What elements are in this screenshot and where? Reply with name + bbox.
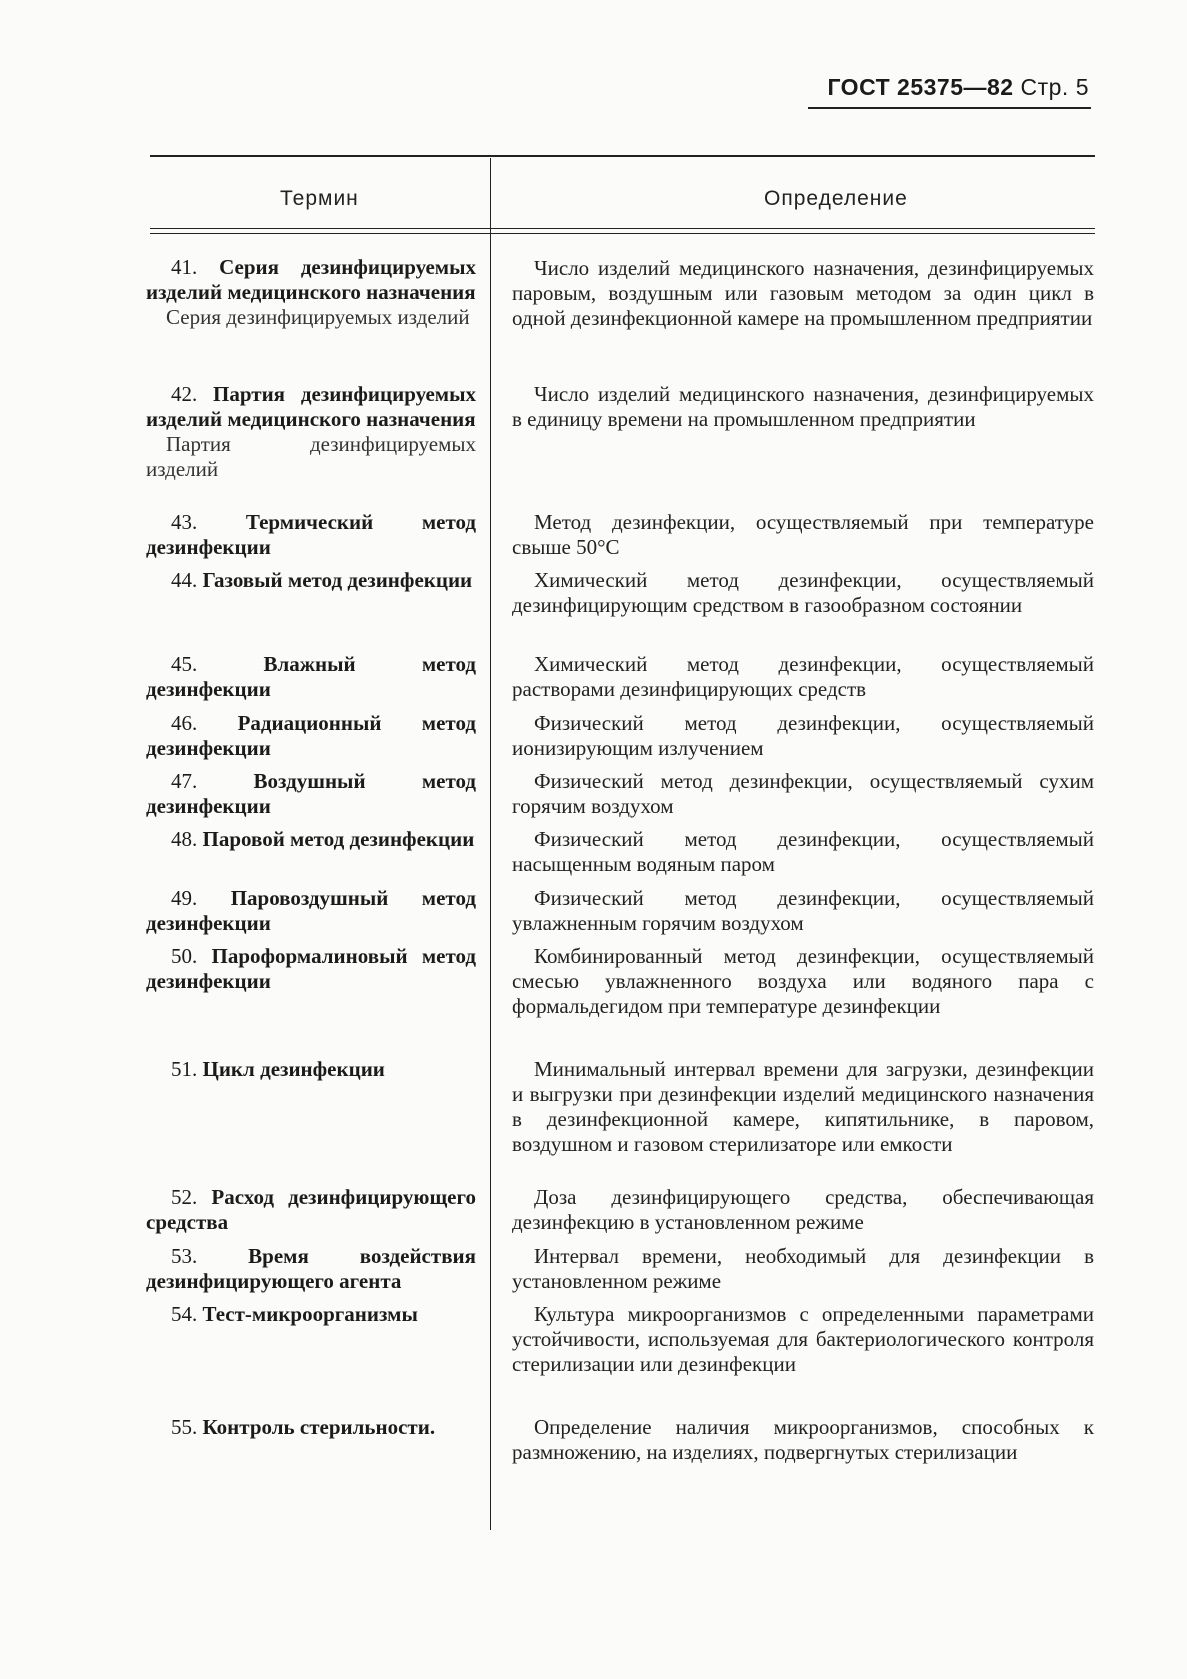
term-cell: 55. Контроль стерильности. [171,1415,436,1439]
term-name: Радиационный метод дезинфекции [146,711,476,760]
term-name: Влажный метод дезинфекции [146,652,477,701]
definition-cell: Физический метод дезинфекции, осуществляемый насыщенным водяным паром [512,827,1094,876]
definition-cell: Число изделий медицинского назначения, дезинфицируемых в единицу времени на промышленном предприятии [512,382,1094,431]
column-header-definition: Определение [764,187,908,210]
term-cell: 41. Серия дезинфицируемых изделий медицинского назначения Серия дезинфицируемых изделий [146,255,477,329]
definition-cell: Метод дезинфекции, осуществляемый при температуре свыше 50°С [512,510,1094,559]
definition-cell: Физический метод дезинфекции, осуществляемый сухим горячим воздухом [512,769,1094,818]
header-rule [808,107,1091,109]
column-header-term: Термин [280,187,359,210]
term-name: Пароформалиновый метод дезинфекции [146,944,476,993]
column-divider [490,158,491,1530]
term-short-form: Серия дезинфицируемых изделий [166,305,470,329]
definition-cell: Минимальный интервал времени для загрузки, дезинфекции и выгрузки при дезинфекции изделий медицинского назначения в дезинфекционной камере, кипятильнике, в паровом, воздушном и газовом стерилизаторе или емкости [512,1057,1094,1156]
term-short-form: Партия дезинфицируемых изделий [146,432,476,481]
term-cell: 49. Паровоздушный метод дезинфекции [146,886,476,935]
term-name: Серия дезинфицируемых изделий медицинского назначения [146,255,477,304]
term-name: Цикл дезинфекции [202,1057,385,1081]
page-number: Стр. 5 [1020,74,1089,100]
definition-cell: Культура микроорганизмов с определенными параметрами устойчивости, используемая для бактериологического контроля стерилизации или дезинфекции [512,1302,1094,1376]
header-separator-rule [150,228,1095,229]
term-name: Паровой метод дезинфекции [202,827,475,851]
definition-cell: Доза дезинфицирующего средства, обеспечивающая дезинфекцию в установленном режиме [512,1185,1094,1234]
term-name: Расход дезинфицирующего средства [146,1185,477,1234]
definition-cell: Интервал времени, необходимый для дезинфекции в установленном режиме [512,1244,1094,1293]
term-name: Тест-микроорганизмы [202,1302,418,1326]
definition-cell: Комбинированный метод дезинфекции, осуществляемый смесью увлажненного воздуха или водяного пара с формальдегидом при температуре дезинфекции [512,944,1094,1018]
term-cell: 54. Тест-микроорганизмы [171,1302,418,1326]
definition-cell: Определение наличия микроорганизмов, способных к размножению, на изделиях, подвергнутых стерилизации [512,1415,1094,1464]
page-header [827,74,1089,101]
definition-cell: Число изделий медицинского назначения, дезинфицируемых паровым, воздушным или газовым методом за один цикл в одной дезинфекционной камере на промышленном предприятии [512,256,1094,330]
term-cell: 44. Газовый метод дезинфекции [171,568,473,592]
term-cell: 53. Время воздействия дезинфицирующего агента [146,1244,476,1293]
term-name: Воздушный метод дезинфекции [146,769,476,818]
table-top-rule [150,155,1095,157]
term-name: Партия дезинфицируемых изделий медицинского назначения [146,382,477,431]
term-name: Контроль стерильности. [202,1415,436,1439]
header-separator-rule [150,233,1095,234]
definition-cell: Физический метод дезинфекции, осуществляемый увлажненным горячим воздухом [512,886,1094,935]
term-cell: 52. Расход дезинфицирующего средства [146,1185,477,1234]
term-cell: 42. Партия дезинфицируемых изделий медицинского назначения Партия дезинфицируемых изделий [146,382,477,481]
term-cell: 50. Пароформалиновый метод дезинфекции [146,944,476,993]
definition-cell: Физический метод дезинфекции, осуществляемый ионизирующим излучением [512,711,1094,760]
term-cell: 51. Цикл дезинфекции [171,1057,385,1081]
term-cell: 48. Паровой метод дезинфекции [171,827,475,851]
definition-cell: Химический метод дезинфекции, осуществляемый дезинфицирующим средством в газообразном состоянии [512,568,1094,617]
term-name: Газовый метод дезинфекции [202,568,473,592]
standard-number: ГОСТ 25375—82 [827,74,1014,100]
term-name: Паровоздушный метод дезинфекции [146,886,476,935]
term-name: Время воздействия дезинфицирующего агента [146,1244,476,1293]
term-name: Термический метод дезинфекции [146,510,477,559]
term-cell: 46. Радиационный метод дезинфекции [146,711,476,760]
term-cell: 47. Воздушный метод дезинфекции [146,769,476,818]
term-cell: 45. Влажный метод дезинфекции [146,652,477,701]
definition-cell: Химический метод дезинфекции, осуществляемый растворами дезинфицирующих средств [512,652,1094,701]
term-cell: 43. Термический метод дезинфекции [146,510,477,559]
